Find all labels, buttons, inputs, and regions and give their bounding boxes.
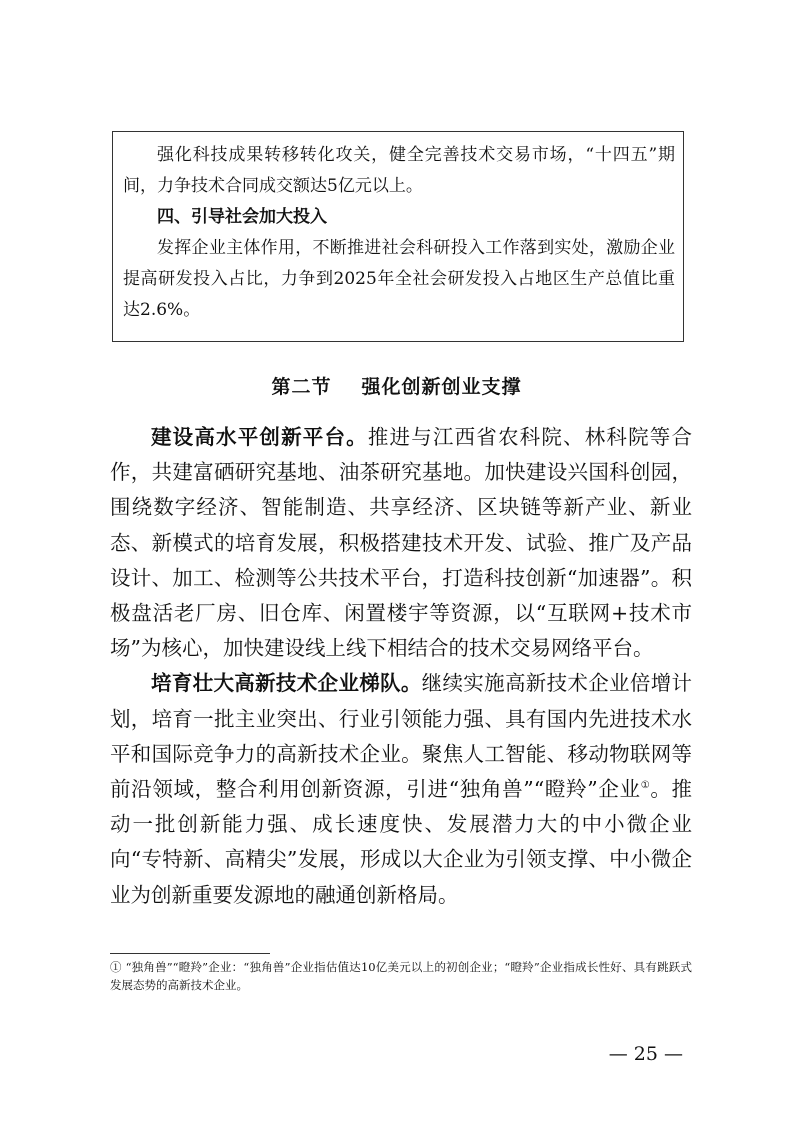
footnote-mark[interactable]: ① [640,780,651,792]
paragraph-text: 继续实施高新技术企业倍增计划，培育一批主业突出、行业引领能力强、具有国内先进技术水平和国际竞争力的高新技术企业。聚焦人工智能、移动物联网等前沿领域，整合利用创新资源，引进“独角兽”“瞪羚”企业 [110,671,693,802]
paragraph-text: 。推动一批创新能力强、成长速度快、发展潜力大的中小微企业向“专特新、高精尖”发展，形成以大企业为引领支撑、中小微企业为创新重要发源地的融通创新格局。 [110,777,693,907]
footnote: ① “独角兽”“瞪羚”企业：“独角兽”企业指估值达10亿美元以上的初创企业；“瞪羚”企业指成长性好、具有跳跃式发展态势的高新技术企业。 [110,960,692,992]
paragraph-lead: 建设高水平创新平台。 [151,425,368,449]
footnote-divider [110,953,270,954]
box-paragraph-tech-transfer: 强化科技成果转移转化攻关，健全完善技术交易市场，“十四五”期间，力争技术合同成交额达5亿元以上。 [123,145,675,196]
box-paragraph-social-investment: 发挥企业主体作用，不断推进社会科研投入工作落到实处，激励企业提高研发投入占比，力争到2025年全社会研发投入占地区生产总值比重达2.6%。 [123,238,675,320]
paragraph-innovation-platform [110,420,692,666]
section-name: 强化创新创业支撑 [361,376,522,398]
box-subheading: 四、引导社会加大投入 [157,207,327,227]
paragraph-text: 推进与江西省农科院、林科院等合作，共建富硒研究基地、油茶研究基地。加快建设兴国科创园，围绕数字经济、智能制造、共享经济、区块链等新产业、新业态、新模式的培育发展，积极搭建技术开发、试验、推广及产品设计、加工、检测等公共技术平台，打造科技创新“加速器”。积极盘活老厂房、旧仓库、闲置楼宇等资源，以“互联网+技术市场”为核心，加快建设线上线下相结合的技术交易网络平台。 [110,425,692,661]
paragraph-high-tech-enterprises [110,666,692,912]
section-number: 第二节 [271,376,332,398]
section-title [0,372,793,399]
page-number: — 25 — [608,1043,683,1065]
boxed-text-panel [112,131,684,342]
paragraph-lead: 培育壮大高新技术企业梯队。 [151,671,422,696]
body-text [110,420,692,913]
